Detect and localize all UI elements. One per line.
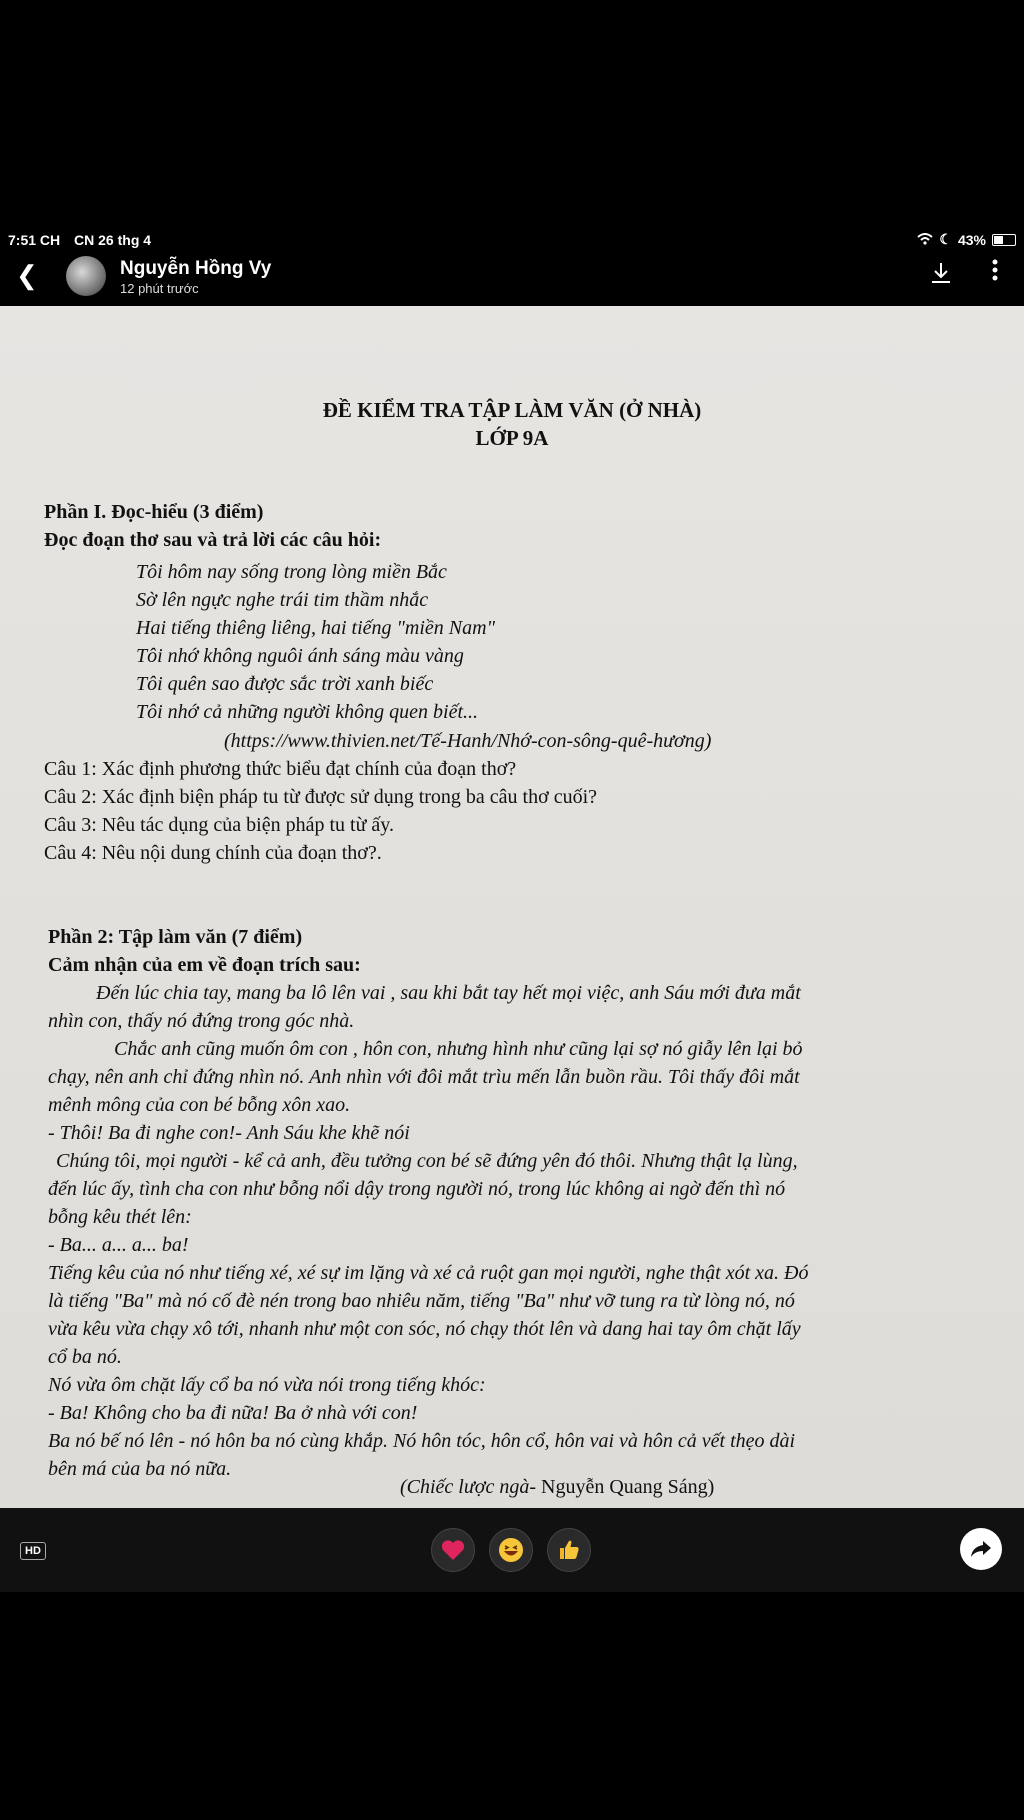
battery-icon bbox=[992, 234, 1016, 246]
excerpt-line: chạy, nên anh chỉ đứng nhìn nó. Anh nhìn với đôi mắt trìu mến lẫn buồn rầu. Tôi thấy đôi mắt bbox=[48, 1066, 800, 1088]
poem-line: Tôi hôm nay sống trong lòng miền Bắc bbox=[136, 561, 447, 583]
excerpt-line: Ba nó bế nó lên - nó hôn ba nó cùng khắp. Nó hôn tóc, hôn cổ, hôn vai và hôn cả vết thẹo dài bbox=[48, 1430, 796, 1452]
excerpt-line: mênh mông của con bé bỗng xôn xao. bbox=[48, 1094, 351, 1116]
battery-percent: 43% bbox=[957, 231, 986, 248]
more-vertical-icon[interactable] bbox=[990, 258, 1000, 284]
sent-time: 12 phút trước bbox=[120, 281, 199, 296]
sender-name: Nguyễn Hồng Vy bbox=[120, 258, 272, 279]
poem-line: Tôi quên sao được sắc trời xanh biếc bbox=[136, 673, 434, 695]
excerpt-line: vừa kêu vừa chạy xô tới, nhanh như một con sóc, nó chạy thót lên và dang hai tay ôm chặt lấy bbox=[48, 1318, 801, 1340]
part2-instruction: Cảm nhận của em về đoạn trích sau: bbox=[48, 954, 361, 976]
doc-class: LỚP 9A bbox=[475, 426, 549, 450]
part1-heading: Phần I. Đọc-hiểu (3 điểm) bbox=[44, 501, 264, 523]
question: Câu 3: Nêu tác dụng của biện pháp tu từ ấy. bbox=[44, 814, 394, 836]
download-icon[interactable] bbox=[928, 260, 954, 293]
poem-line: Tôi nhớ không nguôi ánh sáng màu vàng bbox=[136, 645, 464, 667]
status-date: CN 26 thg 4 bbox=[74, 232, 152, 248]
moon-icon: ☾ bbox=[939, 231, 952, 247]
excerpt-line: đến lúc ấy, tình cha con như bỗng nổi dậy trong người nó, trong lúc không ai ngờ đến thì nó bbox=[48, 1178, 786, 1200]
doc-title: ĐỀ KIỂM TRA TẬP LÀM VĂN (Ở NHÀ) bbox=[322, 398, 702, 422]
question: Câu 4: Nêu nội dung chính của đoạn thơ?. bbox=[44, 842, 382, 864]
excerpt-line: Chắc anh cũng muốn ôm con , hôn con, nhưng hình như cũng lại sợ nó giẫy lên lại bỏ bbox=[114, 1038, 803, 1060]
hd-toggle[interactable]: HD bbox=[20, 1542, 46, 1560]
excerpt-line: nhìn con, thấy nó đứng trong góc nhà. bbox=[48, 1010, 355, 1032]
excerpt-line: - Ba... a... a... ba! bbox=[48, 1234, 189, 1256]
share-arrow-icon[interactable] bbox=[960, 1528, 1002, 1570]
excerpt-line: bỗng kêu thét lên: bbox=[48, 1206, 192, 1228]
poem-line: Hai tiếng thiêng liêng, hai tiếng "miền Nam" bbox=[136, 617, 495, 639]
part1-instruction: Đọc đoạn thơ sau và trả lời các câu hỏi: bbox=[44, 529, 382, 551]
excerpt-source-title: (Chiếc lược ngà- bbox=[400, 1476, 536, 1498]
part2-heading: Phần 2: Tập làm văn (7 điểm) bbox=[48, 926, 303, 948]
excerpt-line: Tiếng kêu của nó như tiếng xé, xé sự im lặng và xé cả ruột gan mọi người, nghe thật xót xa. Đó bbox=[48, 1262, 809, 1284]
excerpt-line: bên má của ba nó nữa. bbox=[48, 1458, 232, 1480]
avatar[interactable] bbox=[66, 256, 106, 296]
question: Câu 2: Xác định biện pháp tu từ được sử dụng trong ba câu thơ cuối? bbox=[44, 786, 597, 808]
wifi-icon bbox=[917, 232, 933, 248]
excerpt-source-author: Nguyễn Quang Sáng) bbox=[536, 1476, 715, 1498]
poem-line: Tôi nhớ cả những người không quen biết... bbox=[136, 701, 479, 723]
status-time: 7:51 CH bbox=[8, 232, 61, 248]
excerpt-line: cổ ba nó. bbox=[48, 1346, 122, 1368]
laugh-reaction-icon[interactable] bbox=[489, 1528, 533, 1572]
question: Câu 1: Xác định phương thức biểu đạt chính của đoạn thơ? bbox=[44, 758, 517, 780]
like-reaction-icon[interactable] bbox=[547, 1528, 591, 1572]
excerpt-source bbox=[400, 1476, 714, 1499]
excerpt-line: - Thôi! Ba đi nghe con!- Anh Sáu khe khẽ nói bbox=[48, 1122, 410, 1144]
bottom-toolbar bbox=[0, 1508, 1024, 1592]
chat-header bbox=[0, 256, 1024, 306]
poem-line: Sờ lên ngực nghe trái tim thầm nhắc bbox=[136, 589, 429, 611]
document-photo[interactable] bbox=[0, 306, 1024, 1508]
excerpt-line: - Ba! Không cho ba đi nữa! Ba ở nhà với con! bbox=[48, 1402, 418, 1424]
heart-reaction-icon[interactable] bbox=[431, 1528, 475, 1572]
excerpt-line: Đến lúc chia tay, mang ba lô lên vai , sau khi bắt tay hết mọi việc, anh Sáu mới đưa mắt bbox=[96, 982, 801, 1004]
excerpt-line: là tiếng "Ba" mà nó cố đè nén trong bao nhiêu năm, tiếng "Ba" như vỡ tung ra từ lòng nó, nó bbox=[48, 1290, 795, 1312]
status-bar bbox=[0, 226, 1024, 256]
back-chevron-icon[interactable]: ❮ bbox=[16, 260, 38, 290]
poem-source: (https://www.thivien.net/Tế-Hanh/Nhớ-con-sông-quê-hương) bbox=[224, 730, 712, 752]
excerpt-line: Chúng tôi, mọi người - kể cả anh, đều tưởng con bé sẽ đứng yên đó thôi. Nhưng thật lạ lùng, bbox=[56, 1150, 798, 1172]
excerpt-line: Nó vừa ôm chặt lấy cổ ba nó vừa nói trong tiếng khóc: bbox=[48, 1374, 486, 1396]
